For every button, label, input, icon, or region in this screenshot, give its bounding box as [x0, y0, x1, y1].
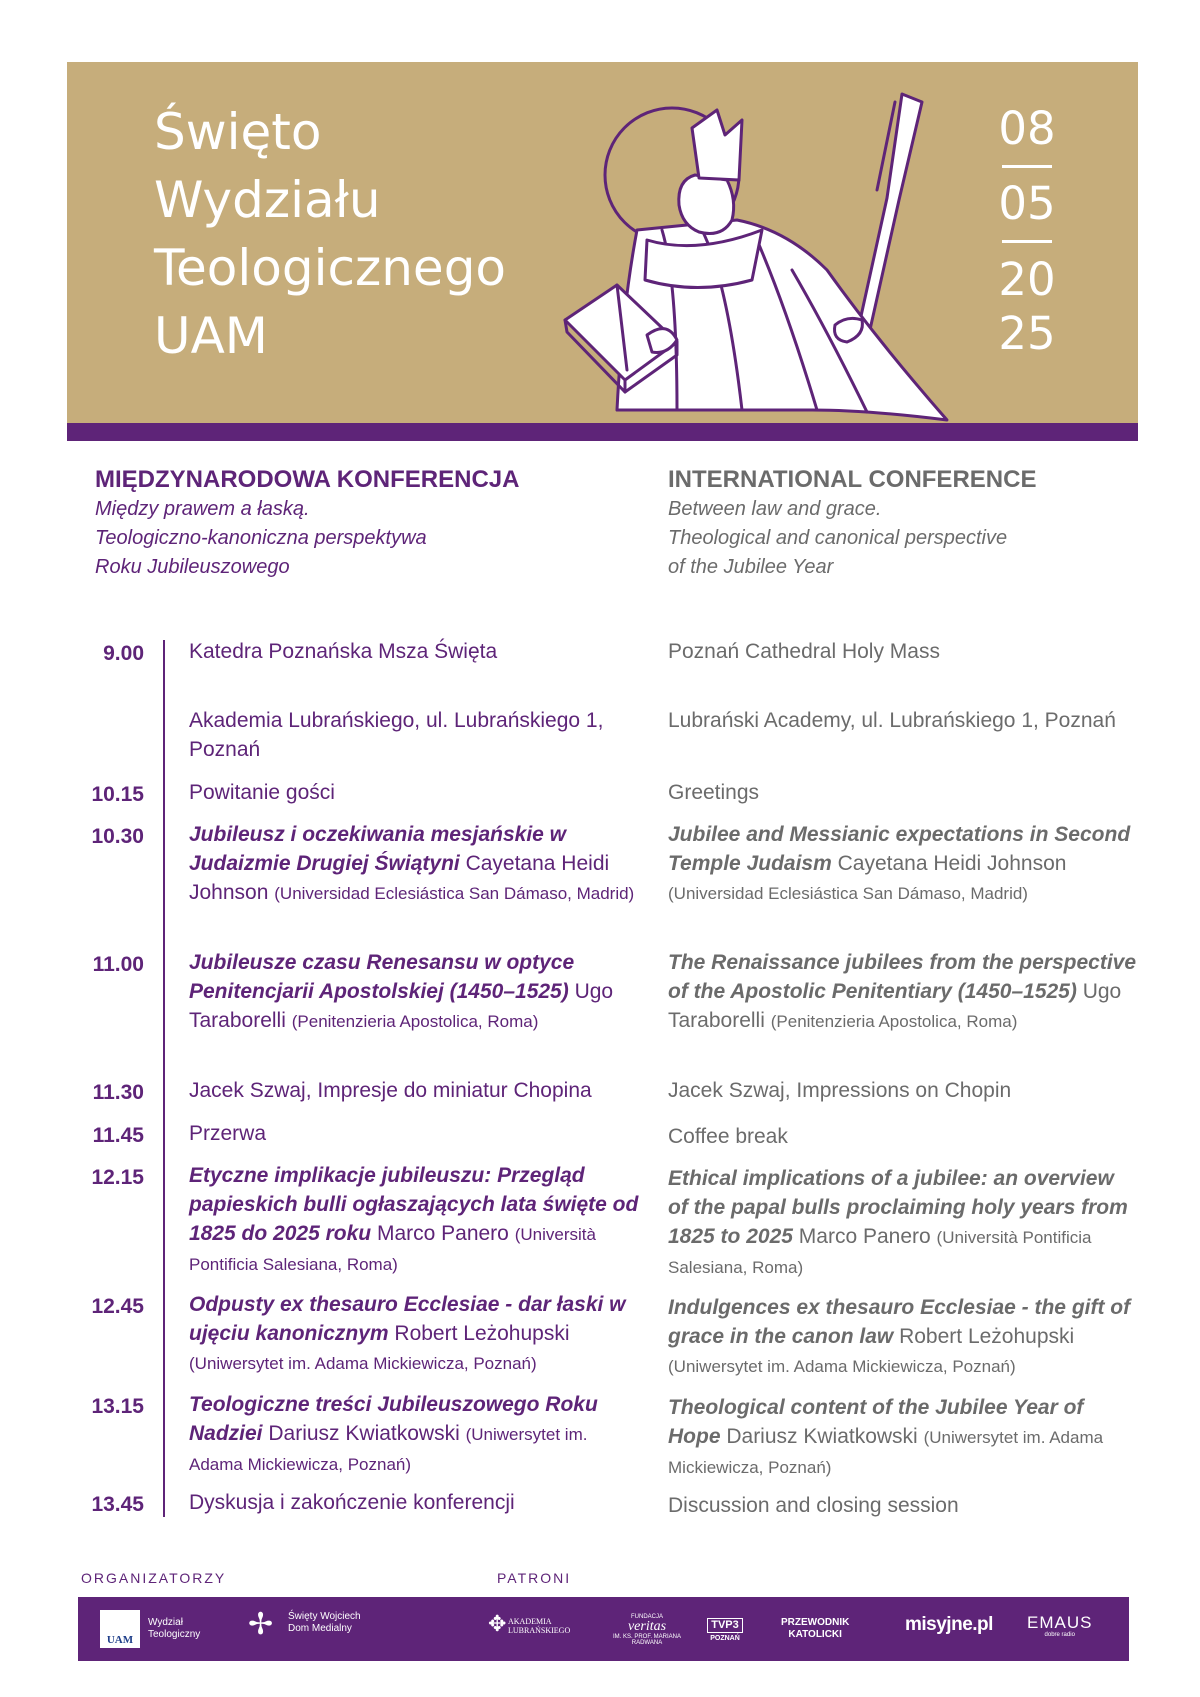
- logo-text-line: Wydział: [148, 1617, 183, 1628]
- item-text: Poznań Cathedral Holy Mass: [668, 640, 940, 663]
- misyjne-logo: misyjne.pl: [905, 1614, 993, 1635]
- uam-faculty-text: [148, 1617, 200, 1641]
- logo-text-line: KATOLICKI: [788, 1629, 842, 1640]
- date-year-part: 25: [998, 307, 1056, 360]
- event-date: [977, 102, 1077, 360]
- header-banner: [67, 62, 1138, 423]
- speaker-affiliation: (Penitenzieria Apostolica, Roma): [770, 1012, 1018, 1031]
- speaker-affiliation: (Uniwersytet im. Adama Mickiewicza, Poznań): [189, 1354, 537, 1373]
- schedule-en: [668, 1293, 1138, 1381]
- talk-title: Theological content of the Jubilee Year of Hope: [668, 1396, 1084, 1448]
- talk-title: Odpusty ex thesauro Ecclesiae - dar łaski w ujęciu kanonicznym: [189, 1293, 626, 1345]
- speaker-name: Robert Leżohupski: [899, 1325, 1075, 1348]
- schedule-time: 11.30: [92, 1081, 144, 1104]
- veritas-sub: IM. KS. PROF. MARIANA RADWANA: [612, 1634, 681, 1646]
- schedule-time: 13.45: [91, 1493, 144, 1516]
- speaker-name: Ugo Taraborelli: [189, 980, 614, 1032]
- title-line: UAM: [154, 307, 268, 365]
- speaker-affiliation: (Uniwersytet im. Adama Mickiewicza, Poznań): [189, 1425, 588, 1474]
- emaus-sub: dobre radio: [1044, 1632, 1075, 1638]
- title-line: Wydziału: [154, 171, 381, 229]
- talk-title: Jubileusze czasu Renesansu w optyce Penitencjarii Apostolskiej (1450–1525): [189, 951, 575, 1003]
- speaker-name: Marco Panero: [376, 1222, 509, 1245]
- conference-subtitle-line: Between law and grace.: [668, 498, 882, 520]
- talk-title: The Renaissance jubilees from the perspective of the Apostolic Penitentiary (1450–1525): [668, 951, 1137, 1003]
- header-band: [67, 423, 1138, 441]
- emaus-logo: [1027, 1614, 1092, 1638]
- date-month: 05: [998, 177, 1056, 230]
- logo-text-line: Święty Wojciech: [288, 1611, 361, 1622]
- akademia-text: [508, 1617, 598, 1635]
- speaker-name: Robert Leżohupski: [394, 1322, 570, 1345]
- cross-icon: ✢: [248, 1608, 274, 1641]
- date-year-part: 20: [998, 253, 1056, 306]
- przewodnik-katolicki-logo: [781, 1617, 849, 1641]
- conference-subtitle-line: of the Jubilee Year: [668, 556, 834, 578]
- sponsors-bar: [78, 1597, 1129, 1661]
- tvp3-mark: TVP3: [707, 1618, 743, 1633]
- veritas-top: FUNDACJA: [630, 1614, 663, 1620]
- speaker-name: Cayetana Heidi Johnson: [189, 852, 610, 904]
- schedule-pl: [189, 1076, 639, 1105]
- uam-crest-icon: UAM: [100, 1610, 140, 1648]
- schedule-time: 11.00: [92, 953, 144, 976]
- item-text: Powitanie gości: [189, 781, 335, 804]
- schedule-en: [668, 706, 1138, 735]
- item-text: Przerwa: [189, 1122, 267, 1145]
- date-day: 08: [998, 102, 1056, 155]
- schedule-en: [668, 1076, 1138, 1105]
- conference-title-pl: [95, 465, 655, 582]
- schedule-pl: [189, 778, 639, 807]
- talk-title: Etyczne implikacje jubileuszu: Przegląd papieskich bulli ogłaszających lata święte od 1825 do 2025 roku: [189, 1164, 639, 1245]
- speaker-name: Cayetana Heidi Johnson: [837, 852, 1067, 875]
- schedule-en: [668, 1164, 1138, 1282]
- schedule-time: 9.00: [103, 642, 144, 665]
- timeline-divider: [163, 640, 165, 1517]
- schedule-pl: [189, 1390, 639, 1479]
- saint-illustration: [527, 80, 987, 423]
- logo-text-line: Dom Medialny: [288, 1623, 352, 1634]
- schedule-en: [668, 1122, 1138, 1151]
- item-text: Akademia Lubrańskiego, ul. Lubrańskiego 1, Poznań: [189, 709, 604, 761]
- item-text: Jacek Szwaj, Impressions on Chopin: [668, 1079, 1012, 1102]
- schedule-pl: [189, 1290, 639, 1378]
- speaker-name: Dariusz Kwiatkowski: [268, 1422, 460, 1445]
- item-text: Dyskusja i zakończenie konferencji: [189, 1491, 515, 1514]
- speaker-affiliation: (Penitenzieria Apostolica, Roma): [291, 1012, 539, 1031]
- schedule-en: [668, 637, 1138, 666]
- schedule-time: 10.15: [91, 783, 144, 806]
- conference-heading: INTERNATIONAL CONFERENCE: [668, 466, 1037, 493]
- schedule-en: [668, 1393, 1138, 1482]
- talk-title: Jubileusz i oczekiwania mesjańskie w Judaizmie Drugiej Świątyni: [189, 823, 566, 875]
- item-text: Jacek Szwaj, Impresje do miniatur Chopina: [189, 1079, 592, 1102]
- tvp3-city: POZNAŃ: [710, 1635, 740, 1642]
- talk-title: Indulgences ex thesauro Ecclesiae - the gift of grace in the canon law: [668, 1296, 1131, 1348]
- swiety-wojciech-text: [288, 1611, 361, 1635]
- schedule-pl: [189, 948, 639, 1036]
- schedule-en: [668, 948, 1138, 1036]
- logo-text-line: LUBRAŃSKIEGO: [508, 1626, 571, 1635]
- schedule-pl: [189, 820, 639, 908]
- title-line: Teologicznego: [154, 239, 507, 297]
- speaker-affiliation: (Uniwersytet im. Adama Mickiewicza, Poznań): [668, 1357, 1016, 1376]
- item-text: Coffee break: [668, 1125, 788, 1148]
- schedule-pl: [189, 637, 639, 666]
- tvp3-logo: [695, 1615, 755, 1642]
- conference-subtitle-line: Między prawem a łaską.: [95, 498, 310, 520]
- schedule-time: 13.15: [91, 1395, 144, 1418]
- logo-text-line: AKADEMIA: [508, 1617, 552, 1626]
- schedule-en: [668, 1491, 1138, 1520]
- conference-subtitle-line: Roku Jubileuszowego: [95, 556, 290, 578]
- date-divider: [1002, 240, 1052, 243]
- conference-heading: MIĘDZYNARODOWA KONFERENCJA: [95, 466, 520, 493]
- veritas-name: veritas: [627, 1619, 667, 1634]
- schedule-time: 12.15: [91, 1166, 144, 1189]
- conference-title-en: [668, 465, 1168, 582]
- speaker-name: Dariusz Kwiatkowski: [726, 1425, 918, 1448]
- item-text: Lubrański Academy, ul. Lubrańskiego 1, Poznań: [668, 709, 1116, 732]
- conference-subtitle-line: Theological and canonical perspective: [668, 527, 1008, 549]
- schedule-pl: [189, 1161, 639, 1279]
- schedule-time: 12.45: [91, 1295, 144, 1318]
- speaker-affiliation: (Università Pontificia Salesiana, Roma): [668, 1228, 1092, 1277]
- speaker-affiliation: (Universidad Eclesiástica San Dámaso, Madrid): [668, 884, 1028, 903]
- schedule-pl: [189, 1119, 639, 1148]
- item-text: Discussion and closing session: [668, 1494, 959, 1517]
- speaker-affiliation: (Università Pontificia Salesiana, Roma): [189, 1225, 596, 1274]
- schedule-pl: [189, 706, 639, 764]
- speaker-affiliation: (Uniwersytet im. Adama Mickiewicza, Poznań): [668, 1428, 1104, 1477]
- title-line: Święto: [154, 103, 322, 161]
- event-title: [154, 98, 506, 370]
- organizers-label: ORGANIZATORZY: [81, 1570, 227, 1586]
- talk-title: Teologiczne treści Jubileuszowego Roku Nadziei: [189, 1393, 598, 1445]
- speaker-affiliation: (Universidad Eclesiástica San Dámaso, Madrid): [274, 884, 635, 903]
- patrons-label: PATRONI: [497, 1570, 572, 1586]
- item-text: Greetings: [668, 781, 760, 804]
- speaker-name: Ugo Taraborelli: [668, 980, 1122, 1032]
- talk-title: Ethical implications of a jubilee: an overview of the papal bulls proclaiming holy years from 1825 to 2025: [668, 1167, 1128, 1248]
- schedule-pl: [189, 1488, 639, 1517]
- date-divider: [1002, 165, 1052, 168]
- conference-subtitle-line: Teologiczno-kanoniczna perspektywa: [95, 527, 427, 549]
- schedule-time: 11.45: [92, 1124, 144, 1147]
- emaus-name: EMAUS: [1027, 1613, 1093, 1632]
- schedule-en: [668, 820, 1138, 908]
- logo-text-line: Teologiczny: [148, 1629, 201, 1640]
- akademia-cross-icon: ✥: [488, 1611, 507, 1636]
- talk-title: Jubilee and Messianic expectations in Second Temple Judaism: [668, 823, 1131, 875]
- speaker-name: Marco Panero: [798, 1225, 931, 1248]
- schedule-en: [668, 778, 1138, 807]
- veritas-logo: [602, 1614, 692, 1646]
- item-text: Katedra Poznańska Msza Święta: [189, 640, 498, 663]
- schedule-time: 10.30: [91, 825, 144, 848]
- logo-text-line: PRZEWODNIK: [781, 1617, 850, 1628]
